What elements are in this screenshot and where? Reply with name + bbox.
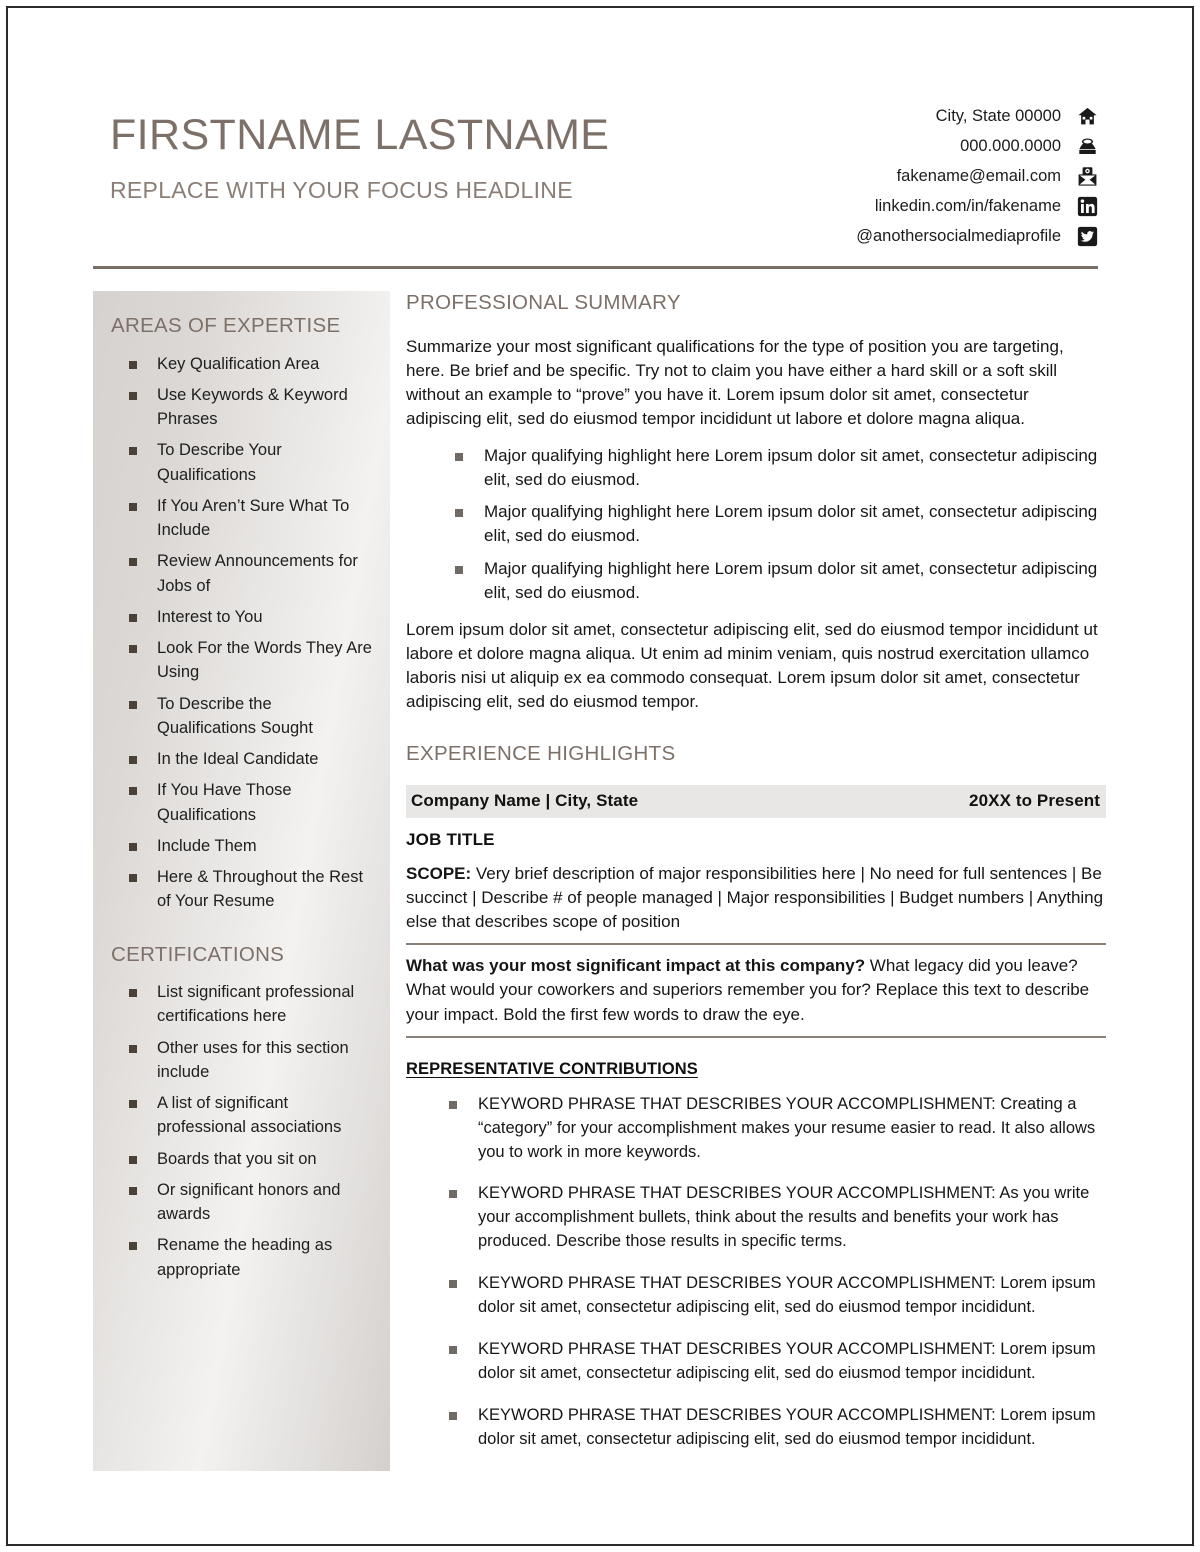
list-item: Use Keywords & Keyword Phrases [111, 383, 372, 432]
telephone-icon [1076, 135, 1098, 157]
list-item: Boards that you sit on [111, 1147, 372, 1171]
list-item: Look For the Words They Are Using [111, 636, 372, 685]
impact-rest-text: What legacy did you leave? What would your coworkers and superiors remember you for? Replace this text to describe your impact. Bold the first few words to draw the eye. [406, 956, 1090, 1024]
summary-highlights-list [406, 444, 1106, 605]
list-item: Here & Throughout the Rest of Your Resume [111, 865, 372, 914]
contact-social-text[interactable]: @anothersocialmediaprofile [856, 226, 1061, 245]
representative-contributions-heading: REPRESENTATIVE CONTRIBUTIONS [406, 1059, 698, 1078]
sidebar [93, 291, 390, 1471]
certifications-heading: CERTIFICATIONS [111, 942, 285, 966]
linkedin-icon[interactable] [1076, 195, 1098, 217]
list-item: Major qualifying highlight here Lorem ipsum dolor sit amet, consectetur adipiscing elit, sed do eiusmod. [406, 500, 1106, 548]
contact-row-linkedin[interactable] [678, 191, 1098, 221]
contact-row-address [678, 101, 1098, 131]
list-item: Key Qualification Area [111, 352, 372, 376]
list-item: Major qualifying highlight here Lorem ipsum dolor sit amet, consectetur adipiscing elit, sed do eiusmod. [406, 444, 1106, 492]
focus-headline: REPLACE WITH YOUR FOCUS HEADLINE [110, 177, 573, 204]
list-item: In the Ideal Candidate [111, 747, 372, 771]
impact-statement-block [406, 943, 1106, 1037]
home-icon [1076, 105, 1098, 127]
list-item: Or significant honors and awards [111, 1178, 372, 1227]
header-divider [93, 266, 1098, 269]
job-title: JOB TITLE [406, 829, 495, 849]
list-item: If You Aren’t Sure What To Include [111, 494, 372, 543]
page-title: FIRSTNAME LASTNAME [110, 111, 610, 159]
scope-paragraph [406, 862, 1106, 934]
list-item: If You Have Those Qualifications [111, 778, 372, 827]
summary-intro-paragraph: Summarize your most significant qualifications for the type of position you are targeting, here. Be brief and be specific. Try not to claim you have either a hard skill or a soft skill without an example to “prove” you have it. Lorem ipsum dolor sit amet, consectetur adipiscing elit, sed do eiusmod tempor incididunt ut labore et dolore magna aliqua. [406, 336, 1064, 428]
experience-highlights-heading: EXPERIENCE HIGHLIGHTS [406, 742, 676, 766]
list-item: Rename the heading as appropriate [111, 1233, 372, 1282]
list-item: Include Them [111, 834, 372, 858]
professional-summary-heading: PROFESSIONAL SUMMARY [406, 291, 681, 314]
contact-linkedin-text[interactable]: linkedin.com/in/fakename [874, 196, 1061, 215]
certifications-list [111, 980, 372, 1282]
scope-text: Very brief description of major responsibilities here | No need for full sentences | Be succinct | Describe # of people managed | Major responsibilities | Budget numbers | Anything else that describes scope of position [406, 863, 1104, 932]
contact-block [678, 101, 1098, 251]
main-column [406, 291, 1106, 1470]
list-item: Review Announcements for Jobs of [111, 549, 372, 598]
company-name-location: Company Name | City, State [411, 791, 639, 811]
contributions-list [406, 1093, 1106, 1452]
areas-of-expertise-heading: AREAS OF EXPERTISE [111, 314, 341, 337]
list-item: KEYWORD PHRASE THAT DESCRIBES YOUR ACCOMPLISHMENT: As you write your accomplishment bullets, think about the results and benefits your work has produced. Describe those results in specific terms. [406, 1182, 1106, 1254]
resume-header [93, 92, 1098, 252]
impact-lead-question: What was your most significant impact at this company? [406, 956, 866, 976]
contact-row-email [678, 161, 1098, 191]
areas-of-expertise-list [111, 352, 372, 914]
list-item: KEYWORD PHRASE THAT DESCRIBES YOUR ACCOMPLISHMENT: Lorem ipsum dolor sit amet, consectetur adipiscing elit, sed do eiusmod tempor incididunt. [406, 1404, 1106, 1452]
list-item: A list of significant professional associations [111, 1091, 372, 1140]
identity-block [110, 112, 730, 204]
contact-email-text: fakename@email.com [896, 166, 1061, 185]
impact-paragraph [406, 954, 1106, 1026]
company-header-bar [406, 785, 1106, 818]
list-item: KEYWORD PHRASE THAT DESCRIBES YOUR ACCOMPLISHMENT: Creating a “category” for your accomplishment makes your resume easier to read. It also allows you to work in more keywords. [406, 1093, 1106, 1165]
list-item: KEYWORD PHRASE THAT DESCRIBES YOUR ACCOMPLISHMENT: Lorem ipsum dolor sit amet, consectetur adipiscing elit, sed do eiusmod tempor incididunt. [406, 1338, 1106, 1386]
list-item: Major qualifying highlight here Lorem ipsum dolor sit amet, consectetur adipiscing elit, sed do eiusmod. [406, 557, 1106, 605]
list-item: To Describe Your Qualifications [111, 438, 372, 487]
list-item: Interest to You [111, 605, 372, 629]
twitter-icon[interactable] [1076, 225, 1098, 247]
employment-dates: 20XX to Present [969, 791, 1100, 811]
list-item: KEYWORD PHRASE THAT DESCRIBES YOUR ACCOMPLISHMENT: Lorem ipsum dolor sit amet, consectetur adipiscing elit, sed do eiusmod tempor incididunt. [406, 1272, 1106, 1320]
contact-row-phone [678, 131, 1098, 161]
contact-row-social[interactable] [678, 221, 1098, 251]
summary-closing-paragraph: Lorem ipsum dolor sit amet, consectetur adipiscing elit, sed do eiusmod tempor incididunt ut labore et dolore magna aliqua. Ut enim ad minim veniam, quis nostrud exercitation ullamco laboris nisi ut aliquip ex ea commodo consequat. Lorem ipsum dolor sit amet, consectetur adipiscing elit, sed do eiusmod tempor. [406, 619, 1098, 712]
list-item: To Describe the Qualifications Sought [111, 692, 372, 741]
email-envelope-icon [1076, 165, 1098, 187]
contact-phone-text: 000.000.0000 [960, 136, 1061, 155]
contact-address-text: City, State 00000 [935, 106, 1061, 125]
list-item: Other uses for this section include [111, 1036, 372, 1085]
scope-label: SCOPE: [406, 863, 472, 883]
list-item: List significant professional certifications here [111, 980, 372, 1029]
